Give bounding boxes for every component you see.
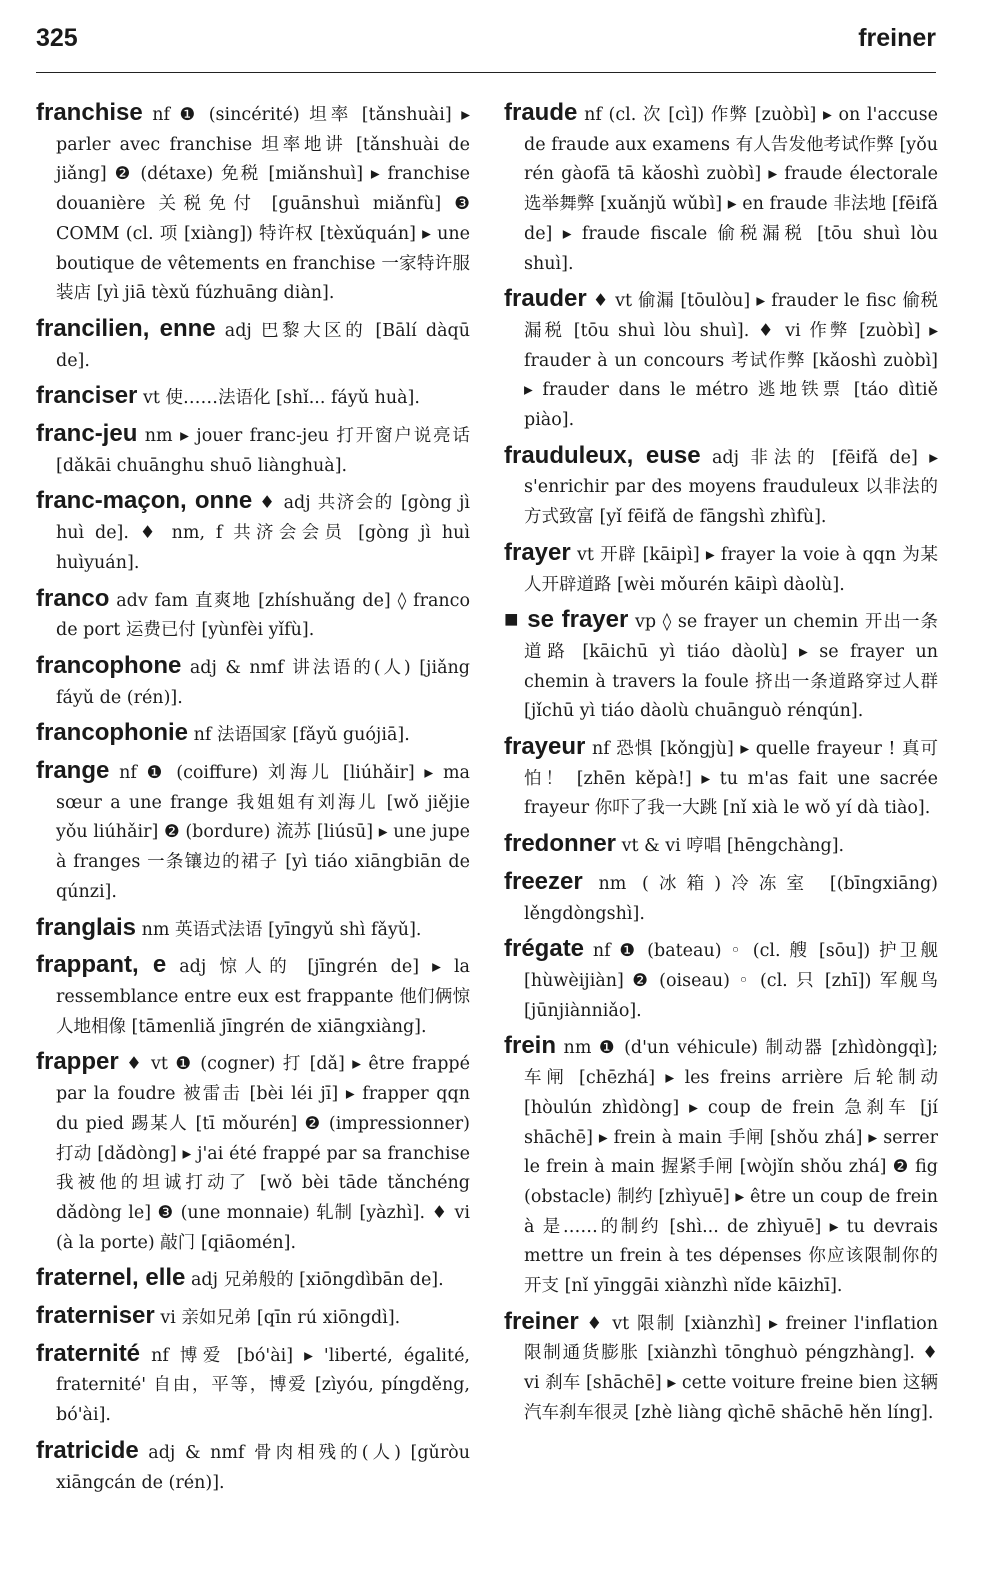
entry-definition: vt 开辟 [kāipì] ▸ frayer la voie à qqn 为某人开辟道路 [wèi mǒurén kāipì dàolù].: [524, 544, 938, 595]
entry-definition: adj 非法的 [fēifǎ de] ▸ s'enrichir par des moyens frauduleux 以非法的方式致富 [yǐ fēifǎ de fāngshì zhìfù].: [524, 447, 938, 528]
entry-headword: frayeur: [504, 733, 586, 761]
entry-headword: francophonie: [36, 719, 189, 747]
entry-headword: francilien, enne: [36, 314, 216, 342]
entry-headword: franc-jeu: [36, 420, 138, 448]
dictionary-entry: [504, 441, 938, 533]
entry-headword: frange: [36, 757, 110, 785]
dictionary-entry: [504, 829, 938, 862]
entry-definition: nf ❶ (sincérité) 坦率 [tǎnshuài] ▸ parler avec franchise 坦率地讲 [tǎnshuài de jiǎng] ❷ (détaxe) 免税 [miǎnshuì] ▸ franchise douanière 关税免付 [guānshuì miǎnfù] ❸ COMM (cl. 项 [xiàng]) 特许权 [tèxǔquán] ▸ une boutique de vêtements en franchise 一家特许服装店 [yì jiā tèxǔ fúzhuāng diàn].: [56, 105, 470, 304]
entry-definition: nf ❶ (coiffure) 刘海儿 [liúhǎir] ▸ ma sœur a une frange 我姐姐有刘海儿 [wǒ jiějie yǒu liúhǎir] ❷ (bordure) 流苏 [liúsū] ▸ une jupe à franges 一条镶边的裙子 [yì tiáo xiāngbiān de qúnzi].: [56, 763, 470, 902]
entry-headword: frapper: [36, 1048, 119, 1076]
dictionary-entry: [36, 419, 470, 481]
entry-definition: adv fam 直爽地 [zhíshuǎng de] ◊ franco de port 运费已付 [yùnfèi yǐfù].: [56, 590, 470, 641]
dictionary-entry: [36, 913, 470, 946]
entry-definition: nf 博爱 [bó'ài] ▸ 'liberté, égalité, fraternité' 自由，平等，博爱 [zìyóu, píngděng, bó'ài].: [56, 1345, 470, 1426]
dictionary-entry: [36, 1339, 470, 1431]
dictionary-entry: [504, 98, 938, 279]
entry-definition: ♦ adj 共济会的 [gòng jì huì de]. ♦ nm, f 共济会会员 [gòng jì huì huìyuán].: [56, 493, 470, 573]
entry-headword: frauder: [504, 285, 587, 313]
entry-headword: francophone: [36, 651, 182, 679]
dictionary-entry: [504, 867, 938, 929]
entry-headword: frappant, e: [36, 951, 167, 979]
entry-definition: nm 英语式法语 [yīngyǔ shì fǎyǔ].: [141, 919, 422, 940]
entry-definition: adj 惊人的 [jīngrén de] ▸ la ressemblance entre eux est frappante 他们俩惊人地相像 [tāmenliǎ jīngrén de xiāngxiàng].: [56, 957, 470, 1037]
dictionary-entry: [36, 486, 470, 578]
entry-headword: freiner: [504, 1307, 579, 1335]
dictionary-entry: [504, 934, 938, 1026]
entry-definition: adj 兄弟般的 [xiōngdìbān de].: [190, 1270, 444, 1291]
dictionary-entry: [36, 1047, 470, 1258]
entry-definition: adj & nmf 骨肉相残的(人) [gǔròu xiāngcán de (rén)].: [56, 1442, 470, 1493]
entry-definition: ♦ vt ❶ (cogner) 打 [dǎ] ▸ être frappé par la foudre 被雷击 [bèi léi jī] ▸ frapper qqn du pied 踢某人 [tī mǒurén] ❷ (impressionner) 打动 [dǎdòng] ▸ j'ai été frappé par sa franchise 我被他的坦诚打动了 [wǒ bèi tāde tǎnchéng dǎdòng le] ❸ (une monnaie) 轧制 [yàzhì]. ♦ vi (à la porte) 敲门 [qiāomén].: [56, 1054, 470, 1253]
entry-definition: nm (冰箱)冷冻室 [(bīngxiāng) lěngdòngshì].: [524, 873, 938, 924]
dictionary-entry: [36, 1436, 470, 1498]
dictionary-entry: [504, 284, 938, 436]
entry-headword: frégate: [504, 935, 585, 963]
entry-headword: franc-maçon, onne: [36, 487, 253, 515]
entry-definition: ♦ vt 限制 [xiànzhì] ▸ freiner l'inflation 限制通货膨胀 [xiànzhì tōnghuò péngzhàng]. ♦ vi 刹车 [shāchē] ▸ cette voiture freine bien 这辆汽车刹车很灵 [zhè liàng qìchē shāchē hěn líng].: [524, 1313, 938, 1423]
dictionary-entry: [36, 1301, 470, 1334]
entry-headword: ■ se frayer: [504, 606, 629, 634]
dictionary-entry: [36, 950, 470, 1042]
entry-headword: franchise: [36, 99, 143, 126]
entry-headword: fratricide: [36, 1436, 139, 1464]
entry-definition: nf 法语国家 [fǎyǔ guójiā].: [193, 725, 410, 746]
entry-definition: adj & nmf 讲法语的(人) [jiǎng fáyǔ de (rén)].: [56, 657, 470, 708]
entry-definition: ♦ vt 偷漏 [tōulòu] ▸ frauder le fisc 偷税漏税 [tōu shuì lòu shuì]. ♦ vi 作弊 [zuòbì] ▸ frauder à un concours 考试作弊 [kǎoshì zuòbì] ▸ frauder dans le métro 逃地铁票 [táo dìtiě piào].: [524, 291, 938, 431]
dictionary-entry: [36, 756, 470, 908]
dictionary-entry: [36, 584, 470, 646]
entry-headword: frayer: [504, 538, 571, 566]
entry-headword: frein: [504, 1032, 557, 1060]
entry-definition: nf (cl. 次 [cì]) 作弊 [zuòbì] ▸ on l'accuse de fraude aux examens 有人告发他考试作弊 [yǒu rén gàofā tā kǎoshì zuòbì] ▸ fraude électorale 选举舞弊 [xuǎnjǔ wǔbì] ▸ en fraude 非法地 [fēifǎ de] ▸ fraude fiscale 偷税漏税 [tōu shuì lòu shuì].: [524, 105, 938, 274]
entry-definition: nm ❶ (d'un véhicule) 制动器 [zhìdòngqì]; 车闸 [chēzhá] ▸ les freins arrière 后轮制动 [hòulún zhìdòng] ▸ coup de frein 急刹车 [jí shāchē] ▸ frein à main 手闸 [shǒu zhá] ▸ serrer le frein à main 握紧手闸 [wòjǐn shǒu zhá] ❷ fig (obstacle) 制约 [zhìyuē] ▸ être un coup de frein à 是……的制约 [shì... de zhìyuē] ▸ tu devrais mettre un frein à tes dépenses 你应该限制你的开支 [nǐ yīnggāi xiànzhì nǐde kāizhī].: [524, 1038, 938, 1297]
entry-headword: frauduleux, euse: [504, 441, 701, 469]
entry-definition: vp ◊ se frayer un chemin 开出一条道路 [kāichū yì tiáo dàolù] ▸ se frayer un chemin à travers la foule 挤出一条道路穿过人群 [jǐchū yì tiáo dàolù chuānguò rénqún].: [524, 612, 938, 722]
dictionary-entry: [36, 381, 470, 414]
dictionary-entry: [504, 1031, 938, 1301]
entry-headword: fraude: [504, 99, 578, 126]
left-column: [36, 98, 470, 1503]
dictionary-entry: [36, 314, 470, 376]
entry-headword: fraterniser: [36, 1302, 155, 1330]
entry-definition: nf 恐惧 [kǒngjù] ▸ quelle frayeur ! 真可怕！ [zhēn kěpà!] ▸ tu m'as fait une sacrée frayeur 你吓了我一大跳 [nǐ xià le wǒ yí dà tiào].: [524, 739, 938, 819]
entry-definition: adj 巴黎大区的 [Bālí dàqū de].: [56, 320, 470, 371]
entry-definition: vi 亲如兄弟 [qīn rú xiōngdì].: [160, 1308, 401, 1329]
entry-headword: fredonner: [504, 830, 617, 858]
entry-headword: franglais: [36, 913, 137, 941]
entry-definition: nm ▸ jouer franc-jeu 打开窗户说亮话 [dǎkāi chuānghu shuō liànghuà].: [56, 426, 470, 476]
dictionary-entry: [504, 1307, 938, 1429]
entry-headword: franco: [36, 584, 110, 612]
page-header: [36, 18, 936, 73]
dictionary-entry: [504, 605, 938, 727]
entry-definition: vt 使……法语化 [shǐ... fáyǔ huà].: [142, 388, 420, 409]
dictionary-entry: [36, 98, 470, 309]
right-column: [504, 98, 938, 1434]
dictionary-entry: [36, 651, 470, 713]
entry-headword: franciser: [36, 382, 138, 410]
dictionary-entry: [504, 538, 938, 600]
entry-headword: fraternité: [36, 1339, 141, 1367]
page-number: 325: [36, 24, 78, 52]
entry-headword: freezer: [504, 867, 583, 895]
dictionary-entry: [36, 1263, 470, 1296]
entry-definition: nf ❶ (bateau) ◦ (cl. 艘 [sōu]) 护卫舰 [hùwèijiàn] ❷ (oiseau) ◦ (cl. 只 [zhī]) 军舰鸟 [jūnjiànniǎo].: [524, 941, 938, 1021]
dictionary-entry: [504, 732, 938, 824]
entry-definition: vt & vi 哼唱 [hēngchàng].: [621, 836, 845, 857]
entry-headword: fraternel, elle: [36, 1264, 186, 1292]
running-headword: freiner: [858, 24, 936, 52]
dictionary-entry: [36, 718, 470, 751]
